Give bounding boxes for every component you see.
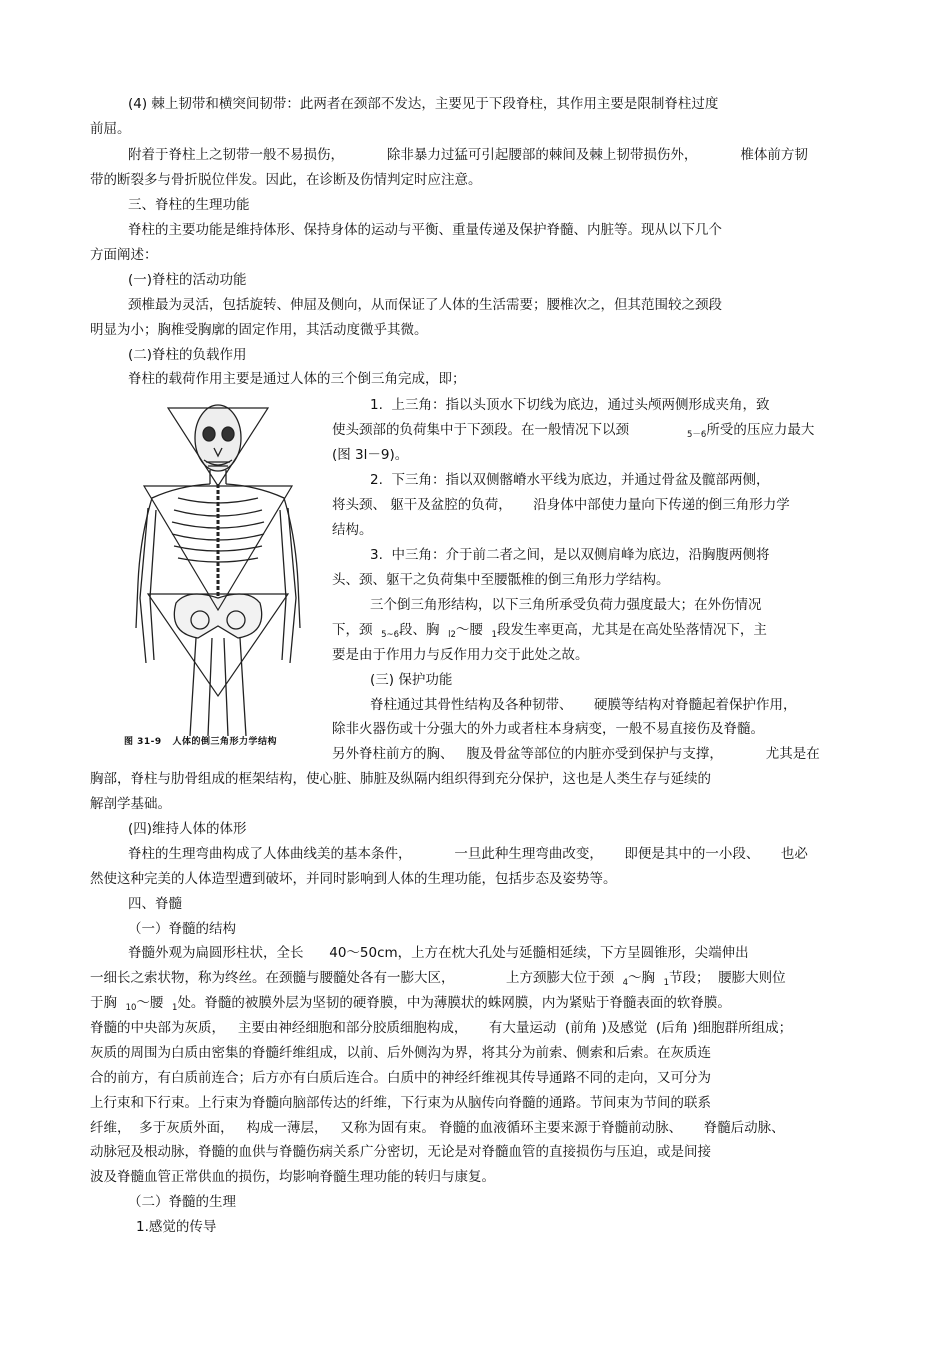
text-line: 脊柱通过其骨性结构及各种韧带、 硬膜等结构对脊髓起着保护作用，: [370, 697, 797, 713]
subsection-heading: 1.感觉的传导: [136, 1219, 217, 1235]
text-line: 纤维， 多于灰质外面， 构成一薄层， 又称为固有束。 脊髓的血液循环主要来源于脊髓前动脉、 脊髓后动脉、: [90, 1120, 785, 1136]
text-line: 解剖学基础。: [90, 796, 171, 812]
text-line: 下，颈 $_{5\sim 6}$段、胸 $_{l2}$～腰 $_1$段发生率更高，尤其是在高处坠落情况下，主: [332, 622, 767, 640]
text-line: 动脉冠及根动脉，脊髓的血供与脊髓伤病关系广分密切，无论是对脊髓血管的直接损伤与压迫，或是间接: [90, 1144, 711, 1160]
text-line: 脊柱的主要功能是维持体形、保持身体的运动与平衡、重量传递及保护脊髓、内脏等。现从以下几个: [128, 222, 722, 238]
text-line: 2. 下三角：指以双侧髂嵴水平线为底边，并通过骨盆及髋部两侧，: [370, 472, 770, 488]
text-line: 3. 中三角：介于前二者之间，是以双侧肩峰为底边，沿胸腹两侧将: [370, 547, 770, 563]
subsection-heading: (二)脊柱的负载作用: [128, 347, 247, 363]
subsection-heading: （一）脊髓的结构: [128, 921, 236, 937]
figure-caption: 图 31-9 人体的倒三角形力学结构: [124, 737, 278, 747]
text-line: 另外脊柱前方的胸、 腹及骨盆等部位的内脏亦受到保护与支撑， 尤其是在: [332, 746, 820, 762]
subsection-heading: (三) 保护功能: [370, 672, 453, 688]
text-line: 使头颈部的负荷集中于下颈段。在一般情况下以颈 $_{5-6}$所受的压应力最大: [332, 422, 815, 440]
text-line: 脊髓的中央部为灰质， 主要由神经细胞和部分胶质细胞构成， 有大量运动 (前角 )及感觉 (后角 )细胞群所组成；: [90, 1020, 793, 1036]
text-line: (4) 棘上韧带和横突间韧带：此两者在颈部不发达，主要见于下段脊柱，其作用主要是限制脊柱过度: [128, 96, 719, 112]
text-line: 前屈。: [90, 121, 131, 137]
text-line: 灰质的周围为白质由密集的脊髓纤维组成，以前、后外侧沟为界，将其分为前索、侧索和后索。在灰质连: [90, 1045, 711, 1061]
text-line: 将头颈、 躯干及盆腔的负荷， 沿身体中部使力量向下传递的倒三角形力学: [332, 497, 790, 513]
text-line: 除非火器伤或十分强大的外力或者柱本身病变，一般不易直接伤及脊髓。: [332, 721, 764, 737]
text-line: 结构。: [332, 522, 373, 538]
subsection-heading: (四)维持人体的体形: [128, 821, 247, 837]
text-line: 合的前方，有白质前连合；后方亦有白质后连合。白质中的神经纤维视其传导通路不同的走向，又可分为: [90, 1070, 711, 1086]
text-line: 1. 上三角：指以头顶水下切线为底边，通过头颅两侧形成夹角，致: [370, 397, 770, 413]
text-line: (图 3l－9)。: [332, 447, 409, 463]
text-line: 波及脊髓血管正常供血的损伤，均影响脊髓生理功能的转归与康复。: [90, 1169, 495, 1185]
text-line: 胸部，脊柱与肋骨组成的框架结构，使心脏、肺脏及纵隔内组织得到充分保护，这也是人类生存与延续的: [90, 771, 711, 787]
text-line: 头、颈、躯干之负荷集中至腰骶椎的倒三角形力学结构。: [332, 572, 670, 588]
text-line: 三个倒三角形结构，以下三角所承受负荷力强度最大；在外伤情况: [370, 597, 762, 613]
skeleton-figure: [118, 398, 323, 736]
section-heading: 四、脊髓: [128, 896, 182, 912]
text-line: 然使这种完美的人体造型遭到破坏，并同时影响到人体的生理功能，包括步态及姿势等。: [90, 871, 617, 887]
text-line: 脊柱的生理弯曲构成了人体曲线美的基本条件， 一旦此种生理弯曲改变， 即便是其中的一小段、 也必: [128, 846, 808, 862]
text-line: 颈椎最为灵活，包括旋转、伸屈及侧向，从而保证了人体的生活需要；腰椎次之，但其范围较之颈段: [128, 297, 722, 313]
text-line: 脊髓外观为扁圆形柱状，全长 40～50cm，上方在枕大孔处与延髓相延续，下方呈圆锥形，尖端伸出: [128, 945, 749, 961]
subsection-heading: （二）脊髓的生理: [128, 1194, 236, 1210]
text-line: 带的断裂多与骨折脱位伴发。因此，在诊断及伤情判定时应注意。: [90, 172, 482, 188]
text-line: 明显为小；胸椎受胸廓的固定作用，其活动度微乎其微。: [90, 322, 428, 338]
text-line: 于胸 $_{10}$～腰 $_1$处。脊髓的被膜外层为坚韧的硬脊膜，中为薄膜状的蛛网膜，内为紧贴于脊髓表面的软脊膜。: [90, 995, 731, 1013]
text-line: 脊柱的载荷作用主要是通过人体的三个倒三角完成，即；: [128, 371, 466, 387]
text-line: 上行束和下行束。上行束为脊髓向脑部传达的纤维，下行束为从脑传向脊髓的通路。节间束为节间的联系: [90, 1095, 711, 1111]
text-line: 要是由于作用力与反作用力交于此处之故。: [332, 647, 589, 663]
section-heading: 三、脊柱的生理功能: [128, 197, 250, 213]
text-line: 附着于脊柱上之韧带一般不易损伤， 除非暴力过猛可引起腰部的棘间及棘上韧带损伤外， 椎体前方韧: [128, 147, 808, 163]
text-line: 方面阐述：: [90, 247, 158, 263]
subsection-heading: (一)脊柱的活动功能: [128, 272, 247, 288]
text-line: 一细长之索状物，称为终丝。在颈髓与腰髓处各有一膨大区， 上方颈膨大位于颈 $_4$～胸 $_1$节段； 腰膨大则位: [90, 970, 786, 988]
